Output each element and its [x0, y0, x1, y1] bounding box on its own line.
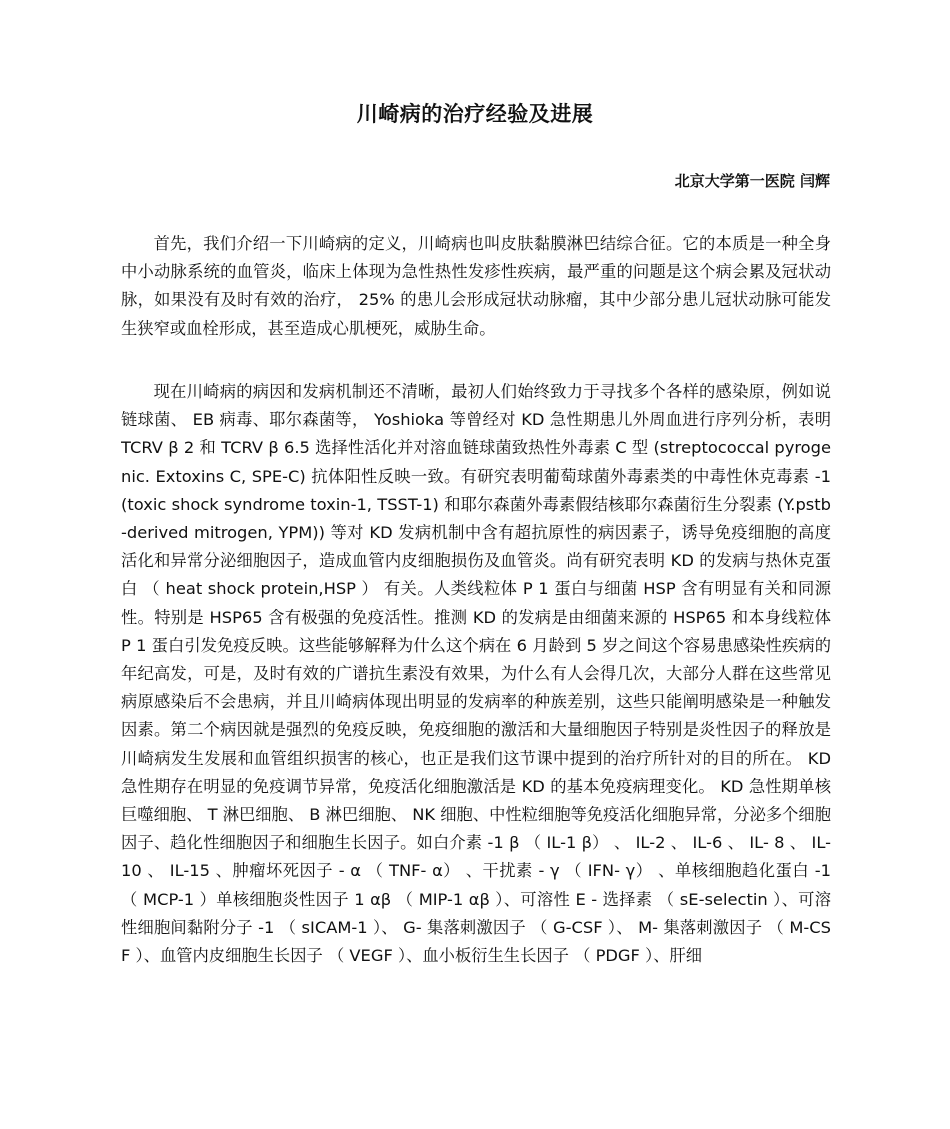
document-author: 北京大学第一医院 闫辉: [674, 172, 830, 190]
document-title: 川崎病的治疗经验及进展: [356, 102, 594, 126]
paragraph-definition: 首先，我们介绍一下川崎病的定义，川崎病也叫皮肤黏膜淋巴结综合征。它的本质是一种全身中小动脉系统的血管炎，临床上体现为急性热性发疹性疾病，最严重的问题是这个病会累及冠状动脉，如果没有及时有效的治疗， 25% 的患儿会形成冠状动脉瘤，其中少部分患儿冠状动脉可能发生狭窄或血栓形成，甚至造成心肌梗死，威胁生命。: [121, 234, 831, 338]
paragraph-etiology: 现在川崎病的病因和发病机制还不清晰，最初人们始终致力于寻找多个各样的感染原，例如说链球菌、 EB 病毒、耶尔森菌等， Yoshioka 等曾经对 KD 急性期患儿外周血进行序列分析，表明 TCRV β 2 和 TCRV β 6.5 选择性活化并对溶血链球菌致热性外毒素 C 型 (streptococcal pyrogenic. Extoxins C, SPE-C) 抗体阳性反映一致。有研究表明葡萄球菌外毒素类的中毒性休克毒素 -1(toxic shock syndrome toxin-1, TSST-1) 和耶尔森菌外毒素假结核耶尔森菌衍生分裂素 (Y.pstb-derived mitrogen, YPM)) 等对 KD 发病机制中含有超抗原性的病因素子，诱导免疫细胞的高度活化和异常分泌细胞因子，造成血管内皮细胞损伤及血管炎。尚有研究表明 KD 的发病与热休克蛋白 （ heat shock protein,HSP ） 有关。人类线粒体 P 1 蛋白与细菌 HSP 含有明显有关和同源性。特别是 HSP65 含有极强的免疫活性。推测 KD 的发病是由细菌来源的 HSP65 和本身线粒体 P 1 蛋白引发免疫反映。这些能够解释为什么这个病在 6 月龄到 5 岁之间这个容易患感染性疾病的年纪高发，可是，及时有效的广谱抗生素没有效果，为什么有人会得几次，大部分人群在这些常见病原感染后不会患病，并且川崎病体现出明显的发病率的种族差别，这些只能阐明感染是一种触发因素。第二个病因就是强烈的免疫反映，免疫细胞的激活和大量细胞因子特别是炎性因子的释放是川崎病发生发展和血管组织损害的核心，也正是我们这节课中提到的治疗所针对的目的所在。 KD 急性期存在明显的免疫调节异常，免疫活化细胞激活是 KD 的基本免疫病理变化。 KD 急性期单核巨噬细胞、 T 淋巴细胞、 B 淋巴细胞、 NK 细胞、中性粒细胞等免疫活化细胞异常，分泌多个细胞因子、趋化性细胞因子和细胞生长因子。如白介素 -1 β （ IL-1 β） 、 IL-2 、 IL-6 、 IL- 8 、 IL-10 、 IL-15 、肿瘤坏死因子 - α （ TNF- α） 、干扰素 - γ （ IFN- γ） 、单核细胞趋化蛋白 -1 （ MCP-1 ）单核细胞炎性因子 1 αβ （ MIP-1 αβ ）、可溶性 E - 选择素 （ sE-selectin ）、可溶性细胞间黏附分子 -1 （ sICAM-1 ）、 G- 集落刺激因子 （ G-CSF ）、 M- 集落刺激因子 （ M-CSF ）、血管内皮细胞生长因子 （ VEGF ）、血小板衍生生长因子 （ PDGF ）、肝细: [121, 382, 831, 966]
